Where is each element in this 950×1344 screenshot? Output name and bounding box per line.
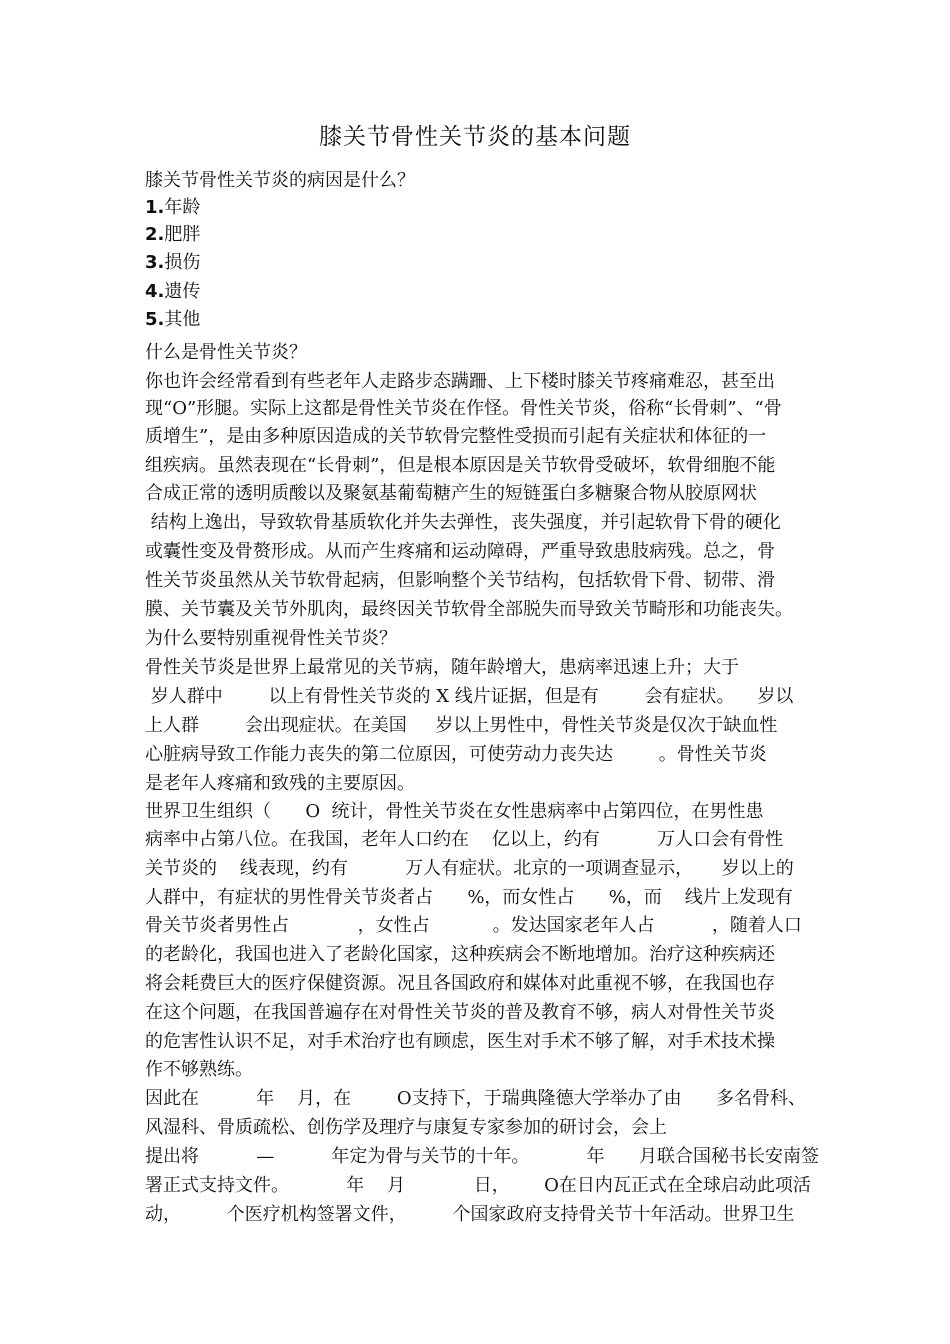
cause-number: 1. xyxy=(145,197,165,218)
cause-number: 3. xyxy=(145,252,165,273)
cause-item xyxy=(145,283,200,301)
text-line: 动， 个医疗机构签署文件， 个国家政府支持骨关节十年活动。世界卫生 xyxy=(145,1204,795,1225)
text-line: 提出将 — 年定为骨与关节的十年。 年 月联合国秘书长安南签 xyxy=(145,1146,819,1167)
text-line: 世界卫生组织（ O 统计，骨性关节炎在女性患病率中占第四位，在男性患 xyxy=(145,801,764,822)
text-line: 作不够熟练。 xyxy=(145,1059,253,1080)
text-line: 性关节炎虽然从关节软骨起病，但影响整个关节结构，包括软骨下骨、韧带、滑 xyxy=(145,570,775,591)
cause-item xyxy=(145,226,200,244)
section-heading: 什么是骨性关节炎？ xyxy=(145,342,307,363)
cause-label: 遗传 xyxy=(164,281,201,302)
text-line: 岁人群中 以上有骨性关节炎的 X 线片证据，但是有 会有症状。 岁以 xyxy=(145,686,794,707)
text-line: 病率中占第八位。在我国，老年人口约在 亿以上，约有 万人口会有骨性 xyxy=(145,829,784,850)
text-line: 膝关节骨性关节炎的病因是什么？ xyxy=(145,170,415,191)
text-line: 骨关节炎者男性占 ，女性占 。发达国家老年人占 ，随着人口 xyxy=(145,915,802,936)
text-line: 风湿科、骨质疏松、创伤学及理疗与康复专家参加的研讨会，会上 xyxy=(145,1117,667,1138)
cause-number: 5. xyxy=(145,309,165,330)
text-line: 合成正常的透明质酸以及聚氨基葡萄糖产生的短链蛋白多糖聚合物从胶原网状 xyxy=(145,483,757,504)
text-line: 结构上逸出，导致软骨基质软化并失去弹性，丧失强度，并引起软骨下骨的硬化 xyxy=(145,512,781,533)
section-heading: 为什么要特别重视骨性关节炎？ xyxy=(145,628,397,649)
cause-number: 2. xyxy=(145,224,165,245)
text-line: 膜、关节囊及关节外肌肉，最终因关节软骨全部脱失而导致关节畸形和功能丧失。 xyxy=(145,599,793,620)
text-line: 署正式支持文件。 年 月 日， O在日内瓦正式在全球启动此项活 xyxy=(145,1175,811,1196)
text-line: 骨性关节炎是世界上最常见的关节病，随年龄增大，患病率迅速上升；大于 xyxy=(145,657,739,678)
document-title: 膝关节骨性关节炎的基本问题 xyxy=(319,124,631,150)
text-line: 是老年人疼痛和致残的主要原因。 xyxy=(145,773,415,794)
text-line: 在这个问题，在我国普遍存在对骨性关节炎的普及教育不够，病人对骨性关节炎 xyxy=(145,1002,775,1023)
cause-item xyxy=(145,311,200,329)
text-line: 上人群 会出现症状。在美国 岁以上男性中，骨性关节炎是仅次于缺血性 xyxy=(145,715,778,736)
text-line: 关节炎的 线表现，约有 万人有症状。北京的一项调查显示， 岁以上的 xyxy=(145,858,794,879)
text-line: 现“O”形腿。实际上这都是骨性关节炎在作怪。骨性关节炎，俗称“长骨刺”、“骨 xyxy=(145,398,782,419)
text-line: 将会耗费巨大的医疗保健资源。况且各国政府和媒体对此重视不够，在我国也存 xyxy=(145,973,775,994)
text-line: 的危害性认识不足，对手术治疗也有顾虑，医生对手术不够了解，对手术技术操 xyxy=(145,1031,775,1052)
text-line: 的老龄化，我国也进入了老龄化国家，这种疾病会不断地增加。治疗这种疾病还 xyxy=(145,944,775,965)
text-line: 组疾病。虽然表现在“长骨刺”，但是根本原因是关节软骨受破坏，软骨细胞不能 xyxy=(145,455,776,476)
cause-item xyxy=(145,254,200,272)
text-line: 因此在 年 月，在 O支持下，于瑞典隆德大学举办了由 多名骨科、 xyxy=(145,1088,806,1109)
cause-label: 损伤 xyxy=(164,252,201,273)
text-line: 心脏病导致工作能力丧失的第二位原因，可使劳动力丧失达 。骨性关节炎 xyxy=(145,744,767,765)
cause-label: 年龄 xyxy=(164,197,201,218)
text-line: 质增生”，是由多种原因造成的关节软骨完整性受损而引起有关症状和体征的一 xyxy=(145,426,767,447)
text-line: 人群中，有症状的男性骨关节炎者占 %，而女性占 %，而 线片上发现有 xyxy=(145,887,793,908)
cause-number: 4. xyxy=(145,281,165,302)
cause-item xyxy=(145,199,200,217)
text-line: 或囊性变及骨赘形成。从而产生疼痛和运动障碍，严重导致患肢病残。总之，骨 xyxy=(145,541,775,562)
cause-label: 肥胖 xyxy=(164,224,201,245)
text-line: 你也许会经常看到有些老年人走路步态蹒跚、上下楼时膝关节疼痛难忍，甚至出 xyxy=(145,371,775,392)
cause-label: 其他 xyxy=(164,309,201,330)
